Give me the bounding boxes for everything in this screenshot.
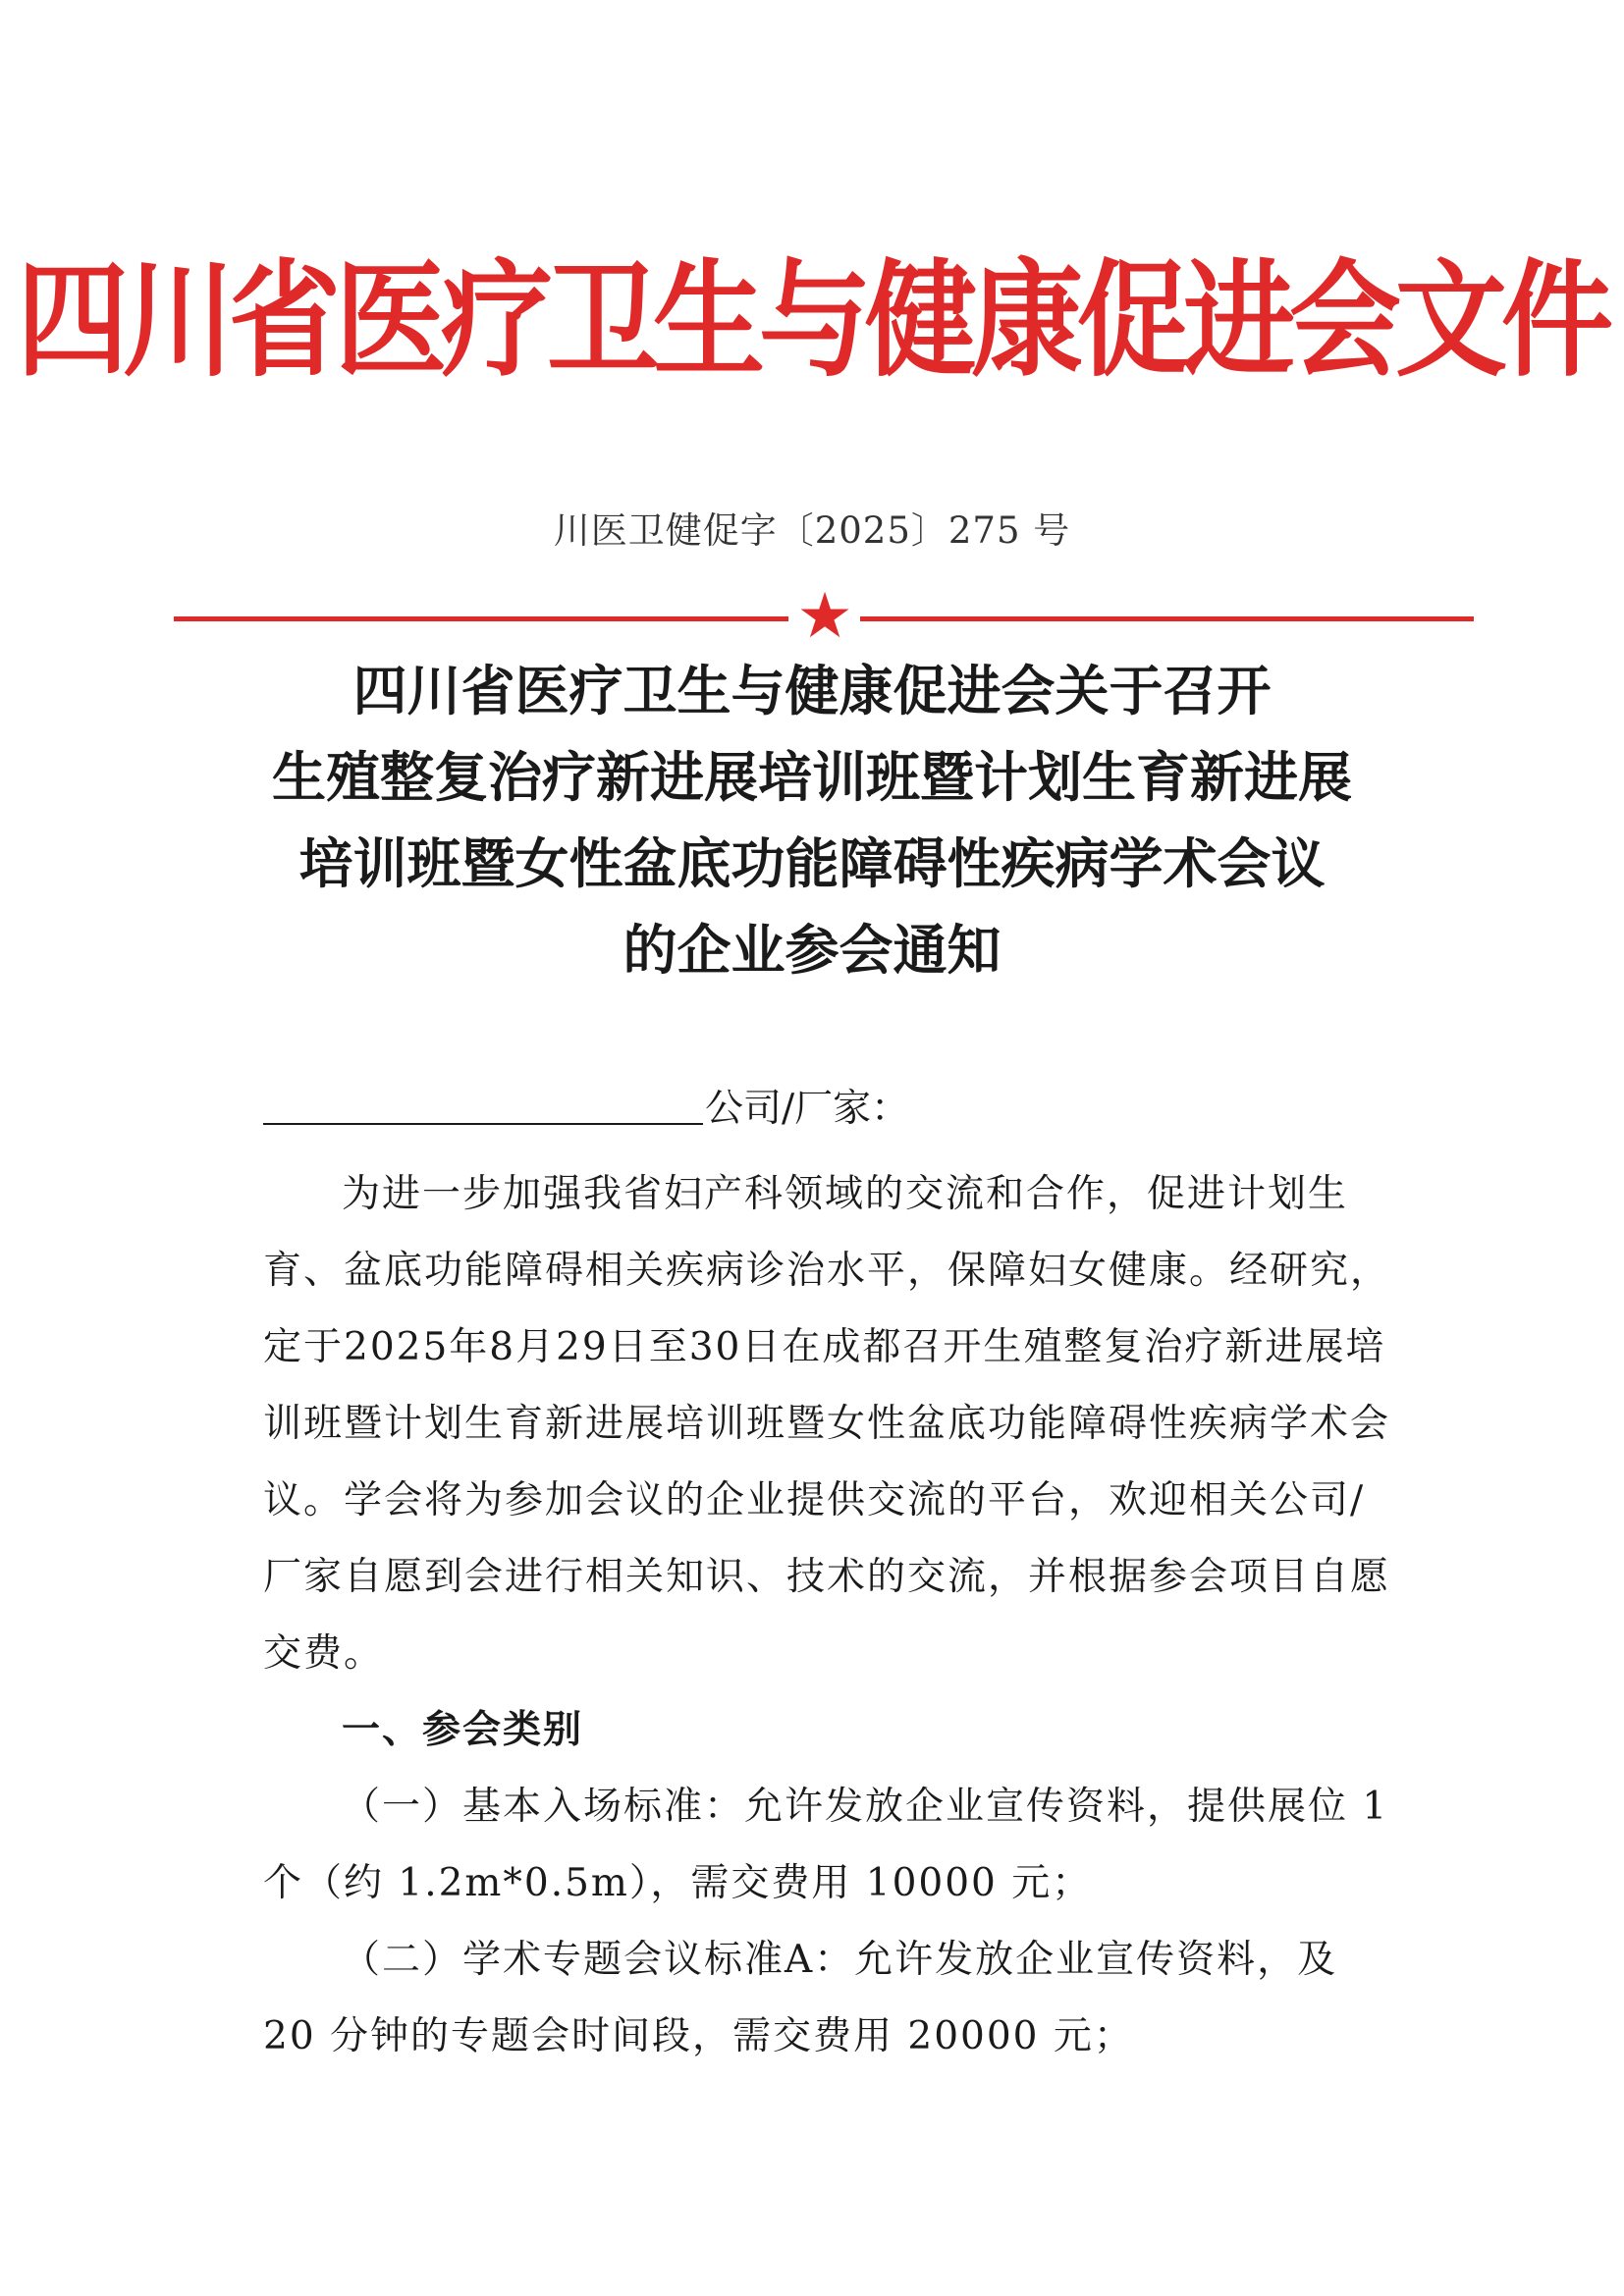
section-heading: 一、参会类别 xyxy=(342,1708,584,1752)
red-divider-left xyxy=(174,616,788,621)
recipient-suffix: 公司/厂家： xyxy=(705,1087,910,1131)
recipient-line xyxy=(263,1080,909,1139)
red-divider-right xyxy=(860,616,1474,621)
intro-paragraph: 为进一步加强我省妇产科领域的交流和合作，促进计划生育、盆底功能障碍相关疾病诊治水平，保障妇女健康。经研究，定于2025年8月29日至30日在成都召开生殖整复治疗新进展培训班暨计划生育新进展培训班暨女性盆底功能障碍性疾病学术会议。学会将为参加会议的企业提供交流的平台，欢迎相关公司/厂家自愿到会进行相关知识、技术的交流，并根据参会项目自愿交费。 xyxy=(263,1172,1391,1676)
document-number: 川医卫健促字〔2025〕275 号 xyxy=(553,509,1071,552)
document-header-title: 四川省医疗卫生与健康促进会文件 xyxy=(16,246,1607,394)
recipient-blank xyxy=(263,1080,703,1125)
notice-title-line: 的企业参会通知 xyxy=(623,919,1001,982)
notice-title-line: 四川省医疗卫生与健康促进会关于召开 xyxy=(352,660,1272,722)
notice-title-line: 生殖整复治疗新进展培训班暨计划生育新进展 xyxy=(271,746,1352,809)
red-star-icon: ★ xyxy=(796,580,853,653)
category-item-basic: （一）基本入场标准：允许发放企业宣传资料，提供展位 1 个（约 1.2m*0.5m），需交费用 10000 元； xyxy=(263,1785,1389,1905)
notice-title-line: 培训班暨女性盆底功能障碍性疾病学术会议 xyxy=(298,832,1326,895)
notice-body xyxy=(263,1156,1400,2075)
category-item-academic-a: （二）学术专题会议标准A：允许发放企业宣传资料，及 20 分钟的专题会时间段，需交费用 20000 元； xyxy=(263,1938,1338,2058)
notice-title xyxy=(157,648,1467,993)
